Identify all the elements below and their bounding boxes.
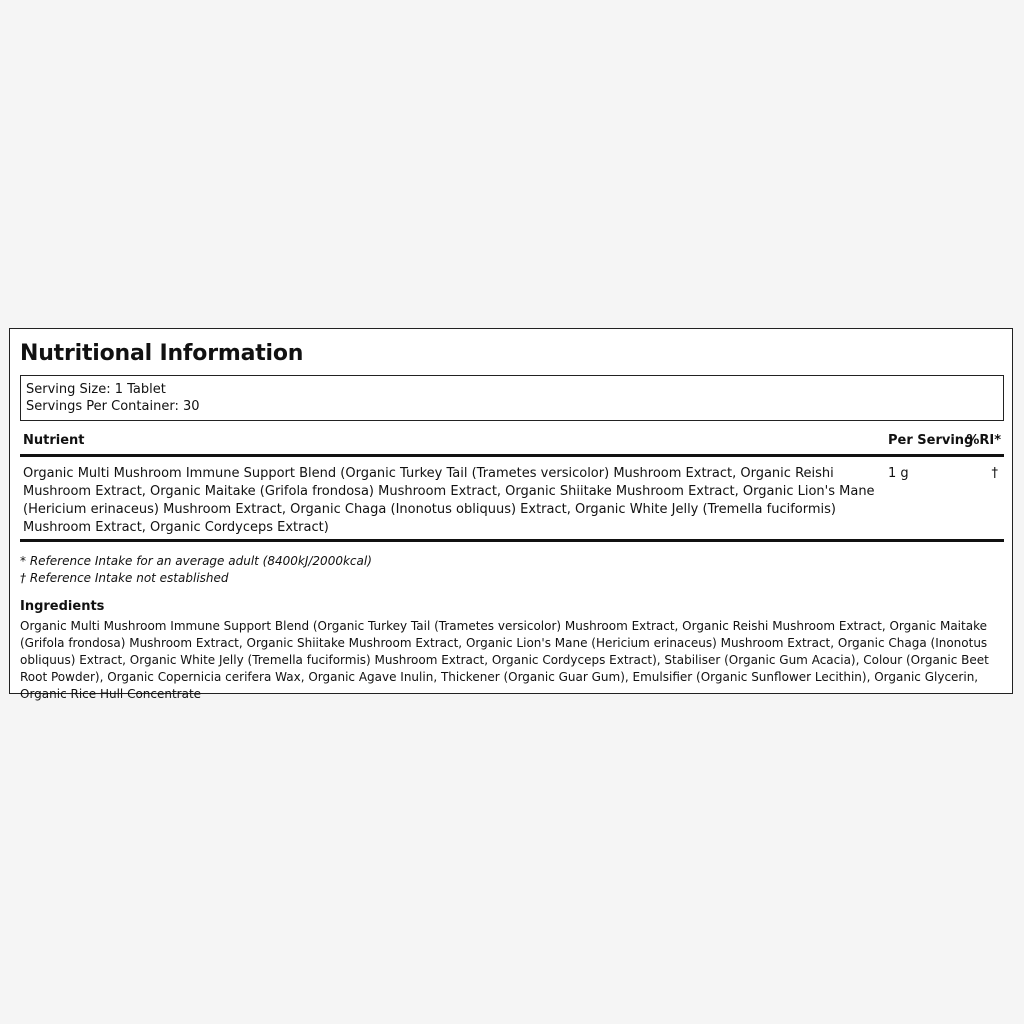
footnote-not-established: † Reference Intake not established <box>20 571 229 585</box>
table-bottom-divider <box>20 539 1004 542</box>
row-ri: † <box>991 466 998 481</box>
header-ri: %RI* <box>966 433 1001 448</box>
serving-info-box <box>20 375 1004 421</box>
ingredients-text: Organic Multi Mushroom Immune Support Blend (Organic Turkey Tail (Trametes versicolor) Mushroom Extract, Organic Reishi Mushroom Extract, Organic Maitake (Grifola frondosa) Mushroom Extract, Organic Shiitake Mushroom Extract, Organic Lion's Mane (Hericium erinaceus) Mushroom Extract, Organic Chaga (Inonotus obliquus) Extract, Organic White Jelly (Tremella fuciformis) Mushroom Extract, Organic Cordyceps Extract), Stabiliser (Organic Gum Acacia), Colour (Organic Beet Root Powder), Organic Copernicia cerifera Wax, Organic Agave Inulin, Thickener (Organic Guar Gum), Emulsifier (Organic Sunflower Lecithin), Organic Glycerin, Organic Rice Hull Concentrate <box>20 619 989 701</box>
footnotes <box>20 553 372 587</box>
footnote-ri: * Reference Intake for an average adult (8400kJ/2000kcal) <box>20 554 372 568</box>
header-per-serving: Per Serving <box>888 433 974 448</box>
ingredients-title: Ingredients <box>20 599 105 614</box>
row-per-serving: 1 g <box>888 466 909 481</box>
header-divider <box>20 454 1004 457</box>
serving-size: Serving Size: 1 Tablet <box>26 382 166 397</box>
header-nutrient: Nutrient <box>23 433 85 448</box>
panel-title: Nutritional Information <box>20 341 304 366</box>
nutrition-panel <box>9 328 1013 701</box>
servings-per-container: Servings Per Container: 30 <box>26 399 200 414</box>
row-nutrient: Organic Multi Mushroom Immune Support Blend (Organic Turkey Tail (Trametes versicolor) Mushroom Extract, Organic Reishi Mushroom Extract, Organic Maitake (Grifola frondosa) Mushroom Extract, Organic Shiitake Mushroom Extract, Organic Lion's Mane (Hericium erinaceus) Mushroom Extract, Organic Chaga (Inonotus obliquus) Extract, Organic White Jelly (Tremella fuciformis) Mushroom Extract, Organic Cordyceps Extract) <box>23 466 875 535</box>
